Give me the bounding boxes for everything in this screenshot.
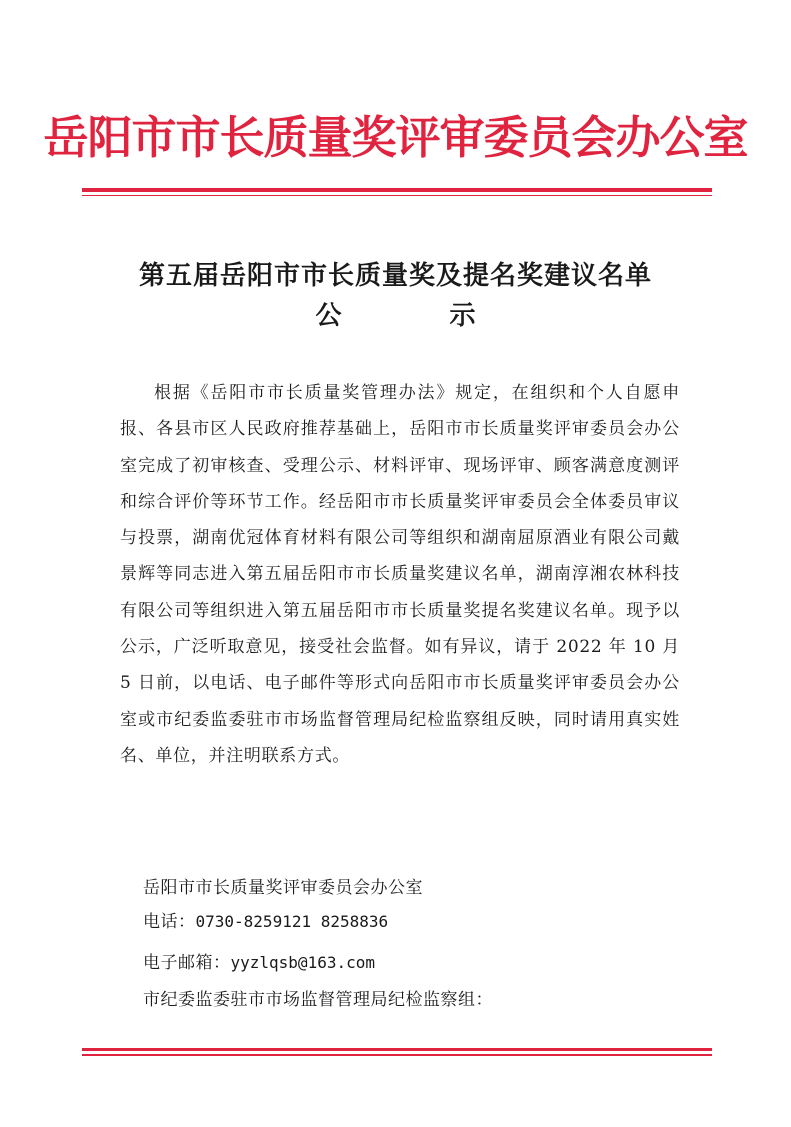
contact-email [143, 951, 703, 975]
phone-label: 电话： [143, 912, 196, 932]
contact-phone [143, 910, 703, 934]
footer-rule-thin [82, 1054, 712, 1056]
phone-value: 0730-8259121 8258836 [195, 912, 389, 931]
contact-office: 岳阳市市长质量奖评审委员会办公室 [143, 878, 423, 898]
document-subtitle: 公示 [315, 301, 584, 331]
contact-supervision: 市纪委监委驻市市场监督管理局纪检监察组： [143, 990, 493, 1010]
announcement-paragraph: 根据《岳阳市市长质量奖管理办法》规定，在组织和个人自愿申报、各县市区人民政府推荐基础上，岳阳市市长质量奖评审委员会办公室完成了初审核查、受理公示、材料评审、现场评审、顾客满意度测评和综合评价等环节工作。经岳阳市市长质量奖评审委员会全体委员审议与投票，湖南优冠体育材料有限公司等组织和湖南屈原酒业有限公司戴景辉等同志进入第五届岳阳市市长质量奖建议名单，湖南淳湘农林科技有限公司等组织进入第五届岳阳市市长质量奖提名奖建议名单。现予以公示，广泛听取意见，接受社会监督。如有异议，请于 2022 年 10 月 5 日前，以电话、电子邮件等形式向岳阳市市长质量奖评审委员会办公室或市纪委监委驻市市场监督管理局纪检监察组反映，同时请用真实姓名、单位，并注明联系方式。 [120, 383, 680, 766]
header-rule-thin [82, 195, 712, 196]
email-value: yyzlqsb@163.com [230, 953, 375, 972]
org-header-title: 岳阳市市长质量奖评审委员会办公室 [43, 111, 748, 164]
document-title: 第五届岳阳市市长质量奖及提名奖建议名单 [138, 261, 652, 291]
email-label: 电子邮箱： [143, 953, 231, 973]
footer-rule-thick [82, 1048, 712, 1051]
header-rule-thick [82, 188, 712, 192]
